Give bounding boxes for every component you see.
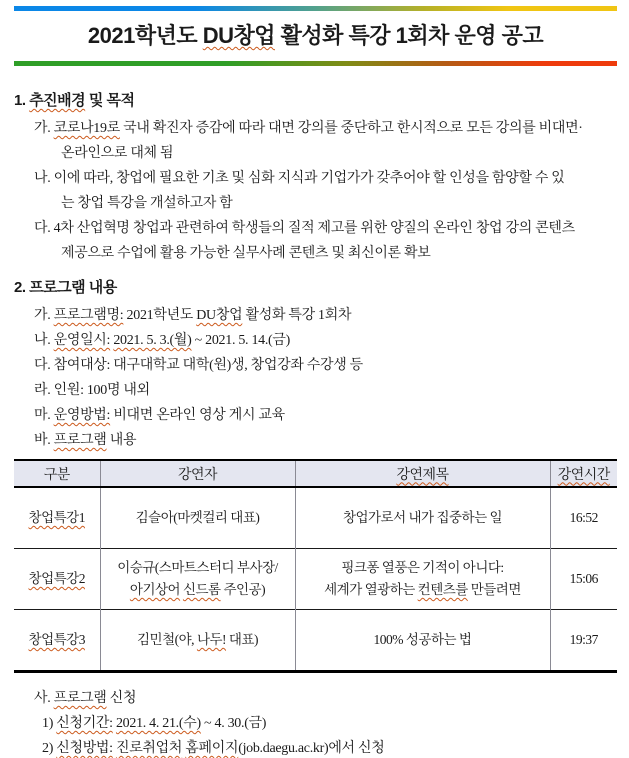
text-segment: 비대면 온라인 영상 게시 교육 <box>110 408 285 423</box>
spellcheck-marked-text: 창업특강1 <box>28 510 85 525</box>
text-segment: (job.daegu.ac.kr)에서 신청 <box>238 741 385 756</box>
spellcheck-marked-text: 프로그램 <box>53 691 107 706</box>
text-segment: 가. <box>34 121 54 136</box>
text-segment: 이승규(스마트스터디 부사장/ <box>117 560 278 575</box>
top-gradient-rule <box>14 6 617 11</box>
text-segment: 다. 4차 산업혁명 창업과 관련하여 학생들의 질적 제고를 위한 양질의 온라인 창업 강의 콘텐츠 <box>34 221 575 236</box>
spellcheck-marked-text: 추진배경 <box>29 92 86 109</box>
program-table-body <box>14 487 617 672</box>
table-row-lecture1 <box>14 487 617 549</box>
text-line <box>34 166 617 191</box>
text-segment: 2. 프로그램 내용 <box>14 279 117 296</box>
text-segment: 및 목적 <box>85 92 135 109</box>
text-segment: 대표) <box>226 632 258 647</box>
text-segment: 100% 성공하는 법 <box>373 632 472 647</box>
cell-lecture-title <box>295 487 550 549</box>
text-segment: 사. <box>34 691 54 706</box>
text-segment: 가. <box>34 308 54 323</box>
text-segment: 주인공) <box>220 582 266 597</box>
text-segment: 라. 인원: 100명 내외 <box>34 383 150 398</box>
text-segment: 2021학년도 <box>87 23 203 48</box>
cell-lecture-title <box>295 549 550 610</box>
text-segment: 강연자 <box>177 467 218 483</box>
text-segment: 창업가로서 내가 집중하는 일 <box>342 510 503 525</box>
cell-category <box>14 549 100 610</box>
spellcheck-marked-text: 신드롬 <box>182 582 221 597</box>
text-line <box>34 378 617 403</box>
text-line <box>34 686 617 711</box>
text-segment: ~ 2021. 5. 14.(금) <box>191 333 291 348</box>
spellcheck-marked-text: 신청기간: <box>56 716 113 731</box>
cell-category <box>14 610 100 672</box>
text-segment: 나. 이에 따라, 창업에 필요한 기초 및 심화 지식과 기업가가 갖추어야 할 인성을 함양할 수 있 <box>34 171 565 186</box>
text-segment: 다. 참여대상: 대구대학교 대학(원)생, 창업강좌 수강생 등 <box>34 358 363 373</box>
text-line <box>34 116 617 141</box>
text-segment: 바. <box>34 433 54 448</box>
text-segment: 국내 확진자 증감에 따라 대면 강의를 중단하고 한시적으로 모든 강의를 비대면· <box>119 121 583 136</box>
spellcheck-marked-text: 창업특강2 <box>28 571 85 586</box>
text-line <box>61 141 617 166</box>
text-segment: 16:52 <box>569 510 598 525</box>
text-segment: 15:06 <box>569 571 598 586</box>
text-line <box>34 328 617 353</box>
spellcheck-marked-text: 신청방법: <box>56 741 113 756</box>
text-line <box>42 736 617 758</box>
text-segment: 만들려면 <box>467 582 521 597</box>
cell-category <box>14 487 100 549</box>
text-line <box>34 353 617 378</box>
spellcheck-marked-text: 창업특강3 <box>28 632 85 647</box>
section3-lines <box>14 686 617 758</box>
text-line <box>61 241 617 266</box>
section2-heading <box>14 278 617 298</box>
table-header-category <box>14 460 100 487</box>
text-line <box>34 303 617 328</box>
section1-lines <box>14 116 617 266</box>
section2-lines <box>14 303 617 453</box>
text-segment: 활성화 특강 1회차 운영 공고 <box>275 23 544 48</box>
spellcheck-marked-text: 강연시간 <box>557 467 610 483</box>
spellcheck-marked-text: 아기상어 <box>129 582 181 597</box>
spellcheck-marked-text: 코로나19로 <box>53 121 120 136</box>
text-segment: 1) <box>42 716 57 731</box>
spellcheck-marked-text: 강연제목 <box>396 467 449 483</box>
spellcheck-marked-text: 컨텐츠를 <box>417 582 468 597</box>
table-header-speaker <box>100 460 295 487</box>
cell-speaker <box>100 487 295 549</box>
text-segment: 활성화 특강 1회차 <box>242 308 352 323</box>
cell-lecture-title <box>295 610 550 672</box>
text-segment: 신청 <box>106 691 137 706</box>
spellcheck-marked-text: 프로그램명: <box>53 308 124 323</box>
bottom-gradient-rule <box>14 61 617 66</box>
spellcheck-marked-text: 진로취업처 <box>115 741 183 756</box>
text-segment: ~ 4. 30.(금) <box>200 716 267 731</box>
cell-duration <box>550 610 617 672</box>
text-segment: 는 창업 특강을 개설하고자 함 <box>61 196 233 211</box>
text-line <box>34 403 617 428</box>
spellcheck-marked-text: 운영방법: <box>53 408 111 423</box>
spellcheck-marked-text: 2021. 4. 21.(수) <box>115 716 201 731</box>
text-segment: 김민철(야, <box>137 632 197 647</box>
text-segment: 1. <box>14 92 30 109</box>
section1-heading <box>14 91 617 111</box>
table-header-row <box>14 460 617 487</box>
table-header-duration <box>550 460 617 487</box>
text-segment: 김슬아(마켓컬리 대표) <box>135 510 260 525</box>
spellcheck-marked-text: 2021. 5. 3.(월) <box>113 333 192 348</box>
cell-speaker <box>100 610 295 672</box>
document-title <box>14 20 617 52</box>
text-line <box>34 216 617 241</box>
text-line <box>42 711 617 736</box>
cell-speaker <box>100 549 295 610</box>
program-table-header <box>14 460 617 487</box>
spellcheck-marked-text: DU창업 <box>196 308 243 323</box>
spellcheck-marked-text: 프로그램 <box>53 433 107 448</box>
spellcheck-marked-text: 나두! <box>196 632 227 647</box>
text-segment: 온라인으로 대체 됨 <box>61 146 174 161</box>
text-segment: 마. <box>34 408 54 423</box>
text-segment: 세계가 열광하는 <box>324 582 418 597</box>
text-segment: 19:37 <box>569 632 598 647</box>
spellcheck-marked-text: DU창업 <box>202 23 275 48</box>
text-segment: 제공으로 수업에 활용 가능한 실무사례 콘텐츠 및 최신이론 확보 <box>61 246 431 261</box>
text-segment: 구분 <box>43 467 70 483</box>
text-segment: 핑크퐁 열풍은 기적이 아니다: <box>341 560 504 575</box>
text-segment: 나. <box>34 333 54 348</box>
cell-duration <box>550 487 617 549</box>
text-segment: 내용 <box>106 433 137 448</box>
spellcheck-marked-text: 운영일시: <box>53 333 111 348</box>
spellcheck-marked-text: 홈페이지 <box>185 741 239 756</box>
text-line <box>61 191 617 216</box>
text-line <box>34 428 617 453</box>
table-header-lecture-title <box>295 460 550 487</box>
program-table <box>14 459 617 673</box>
text-segment: 2) <box>42 741 57 756</box>
text-segment: 2021학년도 <box>123 308 197 323</box>
cell-duration <box>550 549 617 610</box>
table-row-lecture2 <box>14 549 617 610</box>
table-row-lecture3 <box>14 610 617 672</box>
